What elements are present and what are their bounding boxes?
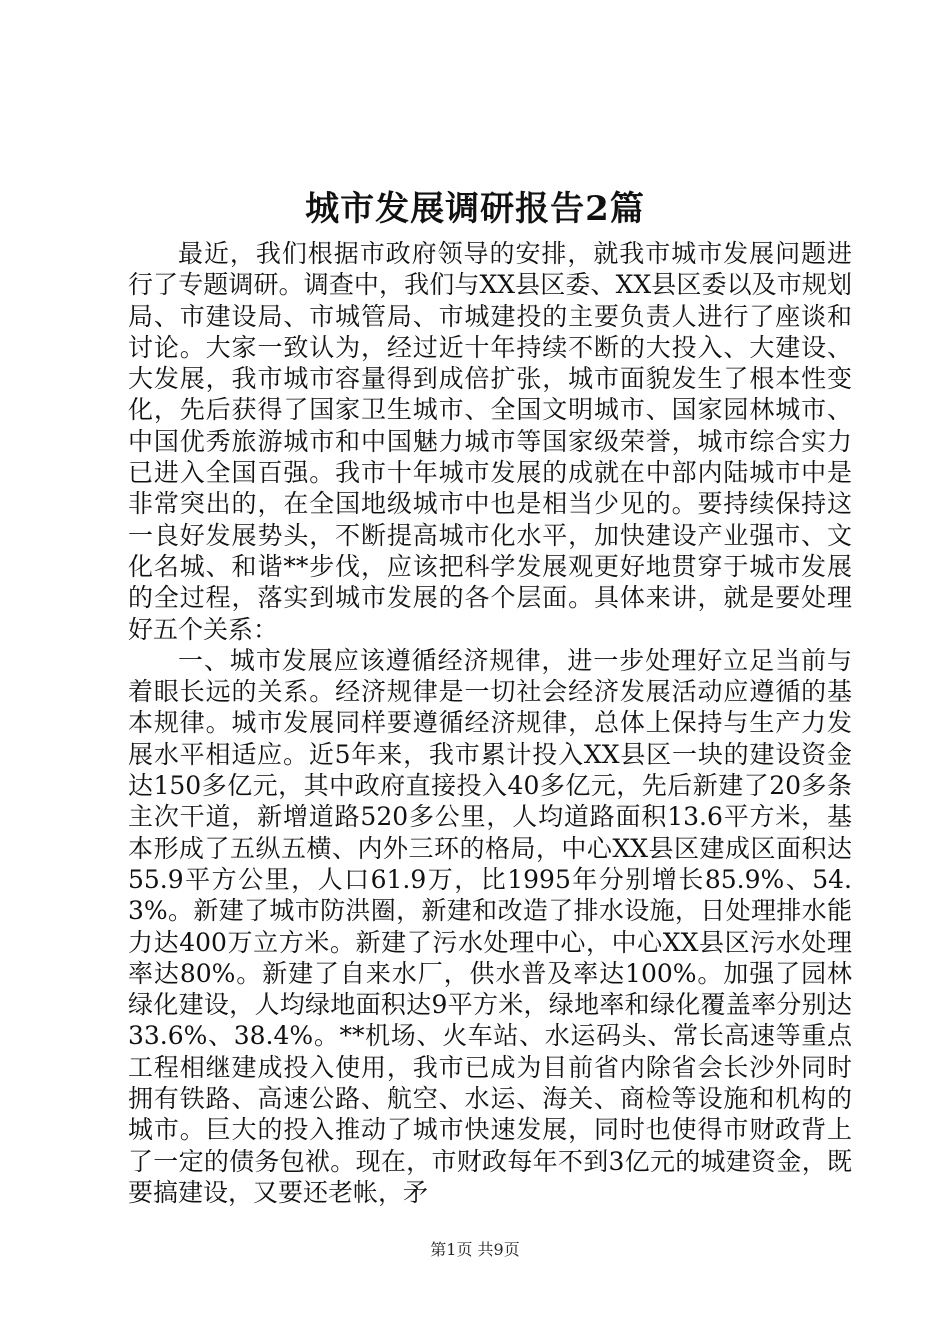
paragraph-intro: 最近，我们根据市政府领导的安排，就我市城市发展问题进行了专题调研。调查中，我们与XX县区委、XX县区委以及市规划局、市建设局、市城管局、市城建投的主要负责人进行了座谈和讨论。大家一致认为，经过近十年持续不断的大投入、大建设、大发展，我市城市容量得到成倍扩张，城市面貌发生了根本性变化，先后获得了国家卫生城市、全国文明城市、国家园林城市、中国优秀旅游城市和中国魅力城市等国家级荣誉，城市综合实力已进入全国百强。我市十年城市发展的成就在中部内陆城市中是非常突出的，在全国地级城市中也是相当少见的。要持续保持这一良好发展势头，不断提高城市化水平，加快建设产业强市、文化名城、和谐**步伐，应该把科学发展观更好地贯穿于城市发展的全过程，落实到城市发展的各个层面。具体来讲，就是要处理好五个关系： [128,239,852,644]
document-body [128,238,852,1208]
page-number-footer: 第1页 共9页 [430,1240,520,1259]
paragraph-section-one: 一、城市发展应该遵循经济规律，进一步处理好立足当前与着眼长远的关系。经济规律是一切社会经济发展活动应遵循的基本规律。城市发展同样要遵循经济规律，总体上保持与生产力发展水平相适应。近5年来，我市累计投入XX县区一块的建设资金达150多亿元，其中政府直接投入40多亿元，先后新建了20多条主次干道，新增道路520多公里，人均道路面积13.6平方米，基本形成了五纵五横、内外三环的格局，中心XX县区建成区面积达55.9平方公里，人口61.9万，比1995年分别增长85.9%、54.3%。新建了城市防洪圈，新建和改造了排水设施，日处理排水能力达400万立方米。新建了污水处理中心，中心XX县区污水处理率达80%。新建了自来水厂，供水普及率达100%。加强了园林绿化建设，人均绿地面积达9平方米，绿地率和绿化覆盖率分别达33.6%、38.4%。**机场、火车站、水运码头、常长高速等重点工程相继建成投入使用，我市已成为目前省内除省会长沙外同时拥有铁路、高速公路、航空、水运、海关、商检等设施和机构的城市。巨大的投入推动了城市快速发展，同时也使得市财政背上了一定的债务包袱。现在，市财政每年不到3亿元的城建资金，既要搞建设，又要还老帐，矛 [128,645,852,1207]
document-title: 城市发展调研报告2篇 [305,189,645,229]
